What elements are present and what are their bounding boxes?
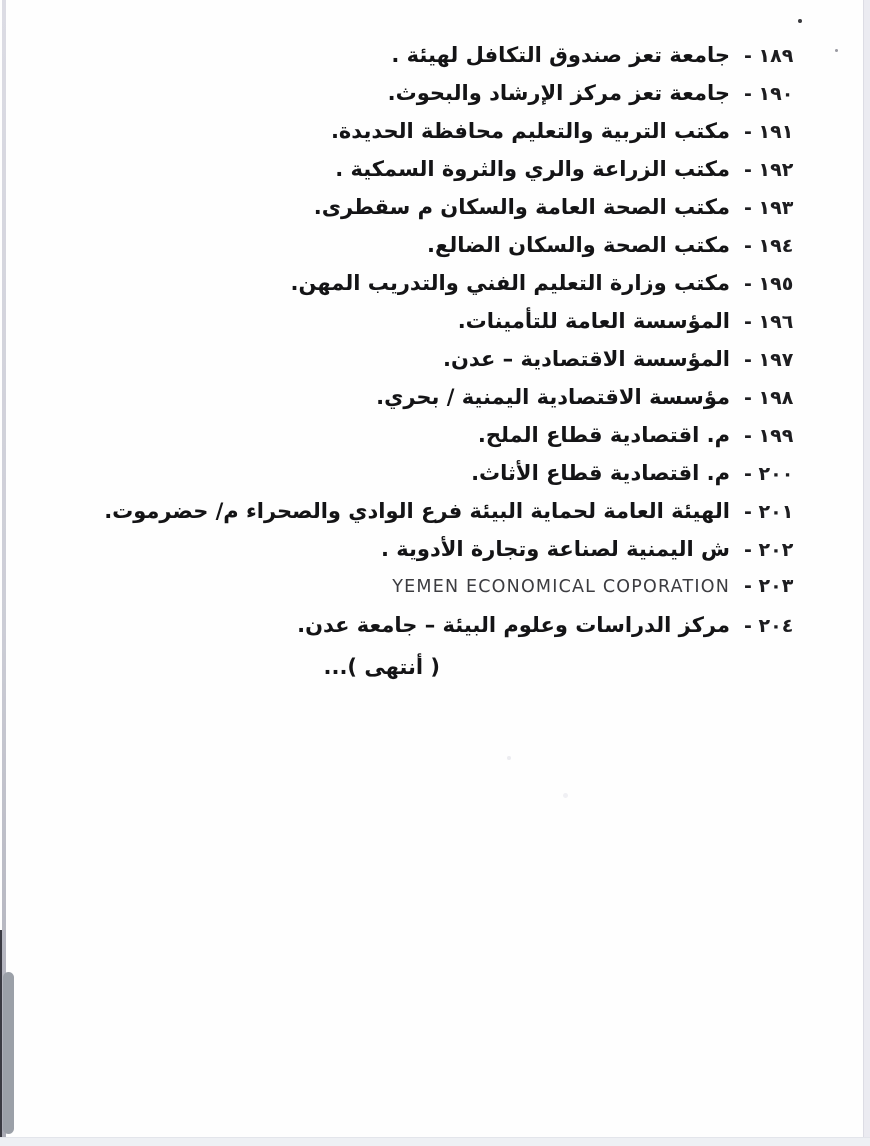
item-text: جامعة تعز صندوق التكافل لهيئة . (391, 43, 730, 67)
item-number: ٢٠٣ - (744, 575, 794, 597)
item-text: جامعة تعز مركز الإرشاد والبحوث. (387, 81, 730, 105)
scan-right-edge-line (863, 0, 870, 1146)
item-number: ١٩٨ - (744, 387, 794, 409)
list-item (40, 195, 810, 233)
scan-speck (563, 793, 568, 798)
item-number: ٢٠١ - (744, 501, 794, 523)
item-text: ش اليمنية لصناعة وتجارة الأدوية . (381, 537, 730, 561)
item-number: ١٩١ - (744, 121, 794, 143)
scan-left-dark-line (0, 930, 2, 1146)
scan-speck (835, 49, 838, 52)
list-item (40, 119, 810, 157)
list-item (40, 613, 810, 651)
end-note: ( أنتهى )... (323, 655, 440, 679)
item-number: ١٩٤ - (744, 235, 794, 257)
item-text: م. اقتصادية قطاع الملح. (477, 423, 730, 447)
item-text: م. اقتصادية قطاع الأثاث. (471, 461, 730, 485)
item-number: ٢٠٠ - (744, 463, 794, 485)
end-note-row (40, 655, 810, 693)
list-item (40, 81, 810, 119)
item-text: المؤسسة الاقتصادية – عدن. (442, 347, 730, 371)
scan-bottom-strip (0, 1137, 870, 1146)
item-text: الهيئة العامة لحماية البيئة فرع الوادي والصحراء م/ حضرموت. (104, 499, 730, 523)
item-number: ٢٠٤ - (744, 615, 794, 637)
item-number: ١٩٩ - (744, 425, 794, 447)
item-text: YEMEN ECONOMICAL COPORATION (392, 577, 730, 597)
item-text: مكتب الصحة العامة والسكان م سقطرى. (313, 195, 730, 219)
item-number: ١٩٥ - (744, 273, 794, 295)
list-item (40, 347, 810, 385)
item-text: مكتب التربية والتعليم محافظة الحديدة. (330, 119, 730, 143)
list-item (40, 385, 810, 423)
item-number: ١٩٦ - (744, 311, 794, 333)
item-text: مكتب الزراعة والري والثروة السمكية . (335, 157, 730, 181)
list-item (40, 461, 810, 499)
list-item (40, 157, 810, 195)
list-item (40, 233, 810, 271)
list-item (40, 499, 810, 537)
item-number: ١٩٢ - (744, 159, 794, 181)
item-number: ٢٠٢ - (744, 539, 794, 561)
list-item (40, 575, 810, 613)
item-number: ١٩٠ - (744, 83, 794, 105)
item-number: ١٩٣ - (744, 197, 794, 219)
item-text: المؤسسة العامة للتأمينات. (457, 309, 730, 333)
item-text: مكتب وزارة التعليم الفني والتدريب المهن. (290, 271, 730, 295)
scan-speck (798, 19, 802, 23)
item-text: مركز الدراسات وعلوم البيئة – جامعة عدن. (297, 613, 730, 637)
item-number: ١٩٧ - (744, 349, 794, 371)
list-item (40, 43, 810, 81)
scan-left-gray-bar (3, 972, 14, 1134)
item-number: ١٨٩ - (744, 45, 794, 67)
list-item (40, 537, 810, 575)
list-item (40, 309, 810, 347)
item-text: مؤسسة الاقتصادية اليمنية / بحري. (376, 385, 730, 409)
list-item (40, 423, 810, 461)
item-text: مكتب الصحة والسكان الضالع. (427, 233, 730, 257)
list-item (40, 271, 810, 309)
scan-speck (507, 756, 511, 760)
